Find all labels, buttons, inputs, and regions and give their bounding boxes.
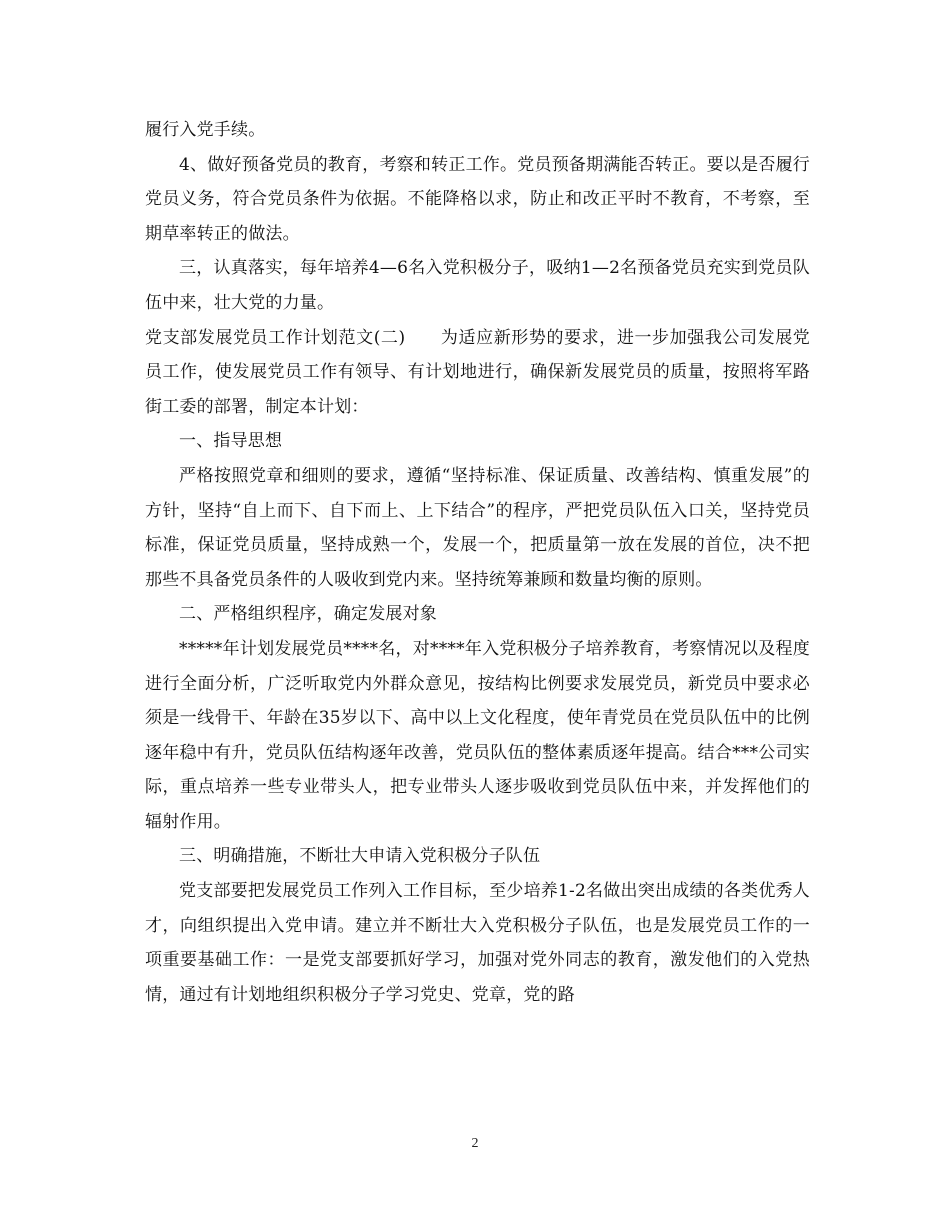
heading-organize-procedure: 二、严格组织程序，确定发展对象 bbox=[179, 604, 437, 625]
document-body bbox=[145, 113, 810, 1012]
paragraph-guiding-thought: 严格按照党章和细则的要求，遵循“坚持标准、保证质量、改善结构、慎重发展”的方针，坚持“自上而下、自下而上、上下结合”的程序，严把党员队伍入口关，坚持党员标准，保证党员质量，坚持成熟一个，发展一个，把质量第一放在发展的首位，决不把那些不具备党员条件的人吸收到党内来。坚持统筹兼顾和数量均衡的原则。 bbox=[145, 465, 810, 590]
paragraph-clear-measures: 党支部要把发展党员工作列入工作目标，至少培养1-2名做出突出成绩的各类优秀人才，向组织提出入党申请。建立并不断壮大入党积极分子队伍，也是发展党员工作的一项重要基础工作：一是党支部要抓好学习，加强对党外同志的教育，激发他们的入党热情，通过有计划地组织积极分子学习党史、党章，党的路 bbox=[145, 881, 810, 1005]
heading-guiding-thought: 一、指导思想 bbox=[179, 431, 283, 452]
paragraph-section-3: 三，认真落实，每年培养4—6名入党积极分子，吸纳1—2名预备党员充实到党员队伍中来，壮大党的力量。 bbox=[145, 258, 810, 313]
paragraph-organize-procedure: *****年计划发展党员****名，对****年入党积极分子培养教育，考察情况以及程度进行全面分析，广泛听取党内外群众意见，按结构比例要求发展党员，新党员中要求必须是一线骨干、年龄在35岁以下、高中以上文化程度，使年青党员在党员队伍中的比例逐年稳中有升，党员队伍结构逐年改善，党员队伍的整体素质逐年提高。结合***公司实际，重点培养一些专业带头人，把专业带头人逐步吸收到党员队伍中来，并发挥他们的辐射作用。 bbox=[145, 638, 810, 832]
paragraph-continuation: 履行入党手续。 bbox=[145, 120, 266, 140]
paragraph-item-4: 4、做好预备党员的教育，考察和转正工作。党员预备期满能否转正。要以是否履行党员义务，符合党员条件为依据。不能降格以求，防止和改正平时不教育，不考察，至期草率转正的做法。 bbox=[145, 154, 810, 244]
heading-clear-measures: 三、明确措施，不断壮大申请入党积极分子队伍 bbox=[179, 846, 541, 867]
paragraph-title-plan-2: 党支部发展党员工作计划范文(二) 为适应新形势的要求，进一步加强我公司发展党员工作，使发展党员工作有领导、有计划地进行，确保新发展党员的质量，按照将军路街工委的部署，制定本计划： bbox=[145, 327, 810, 417]
page-number: 2 bbox=[471, 1136, 479, 1151]
